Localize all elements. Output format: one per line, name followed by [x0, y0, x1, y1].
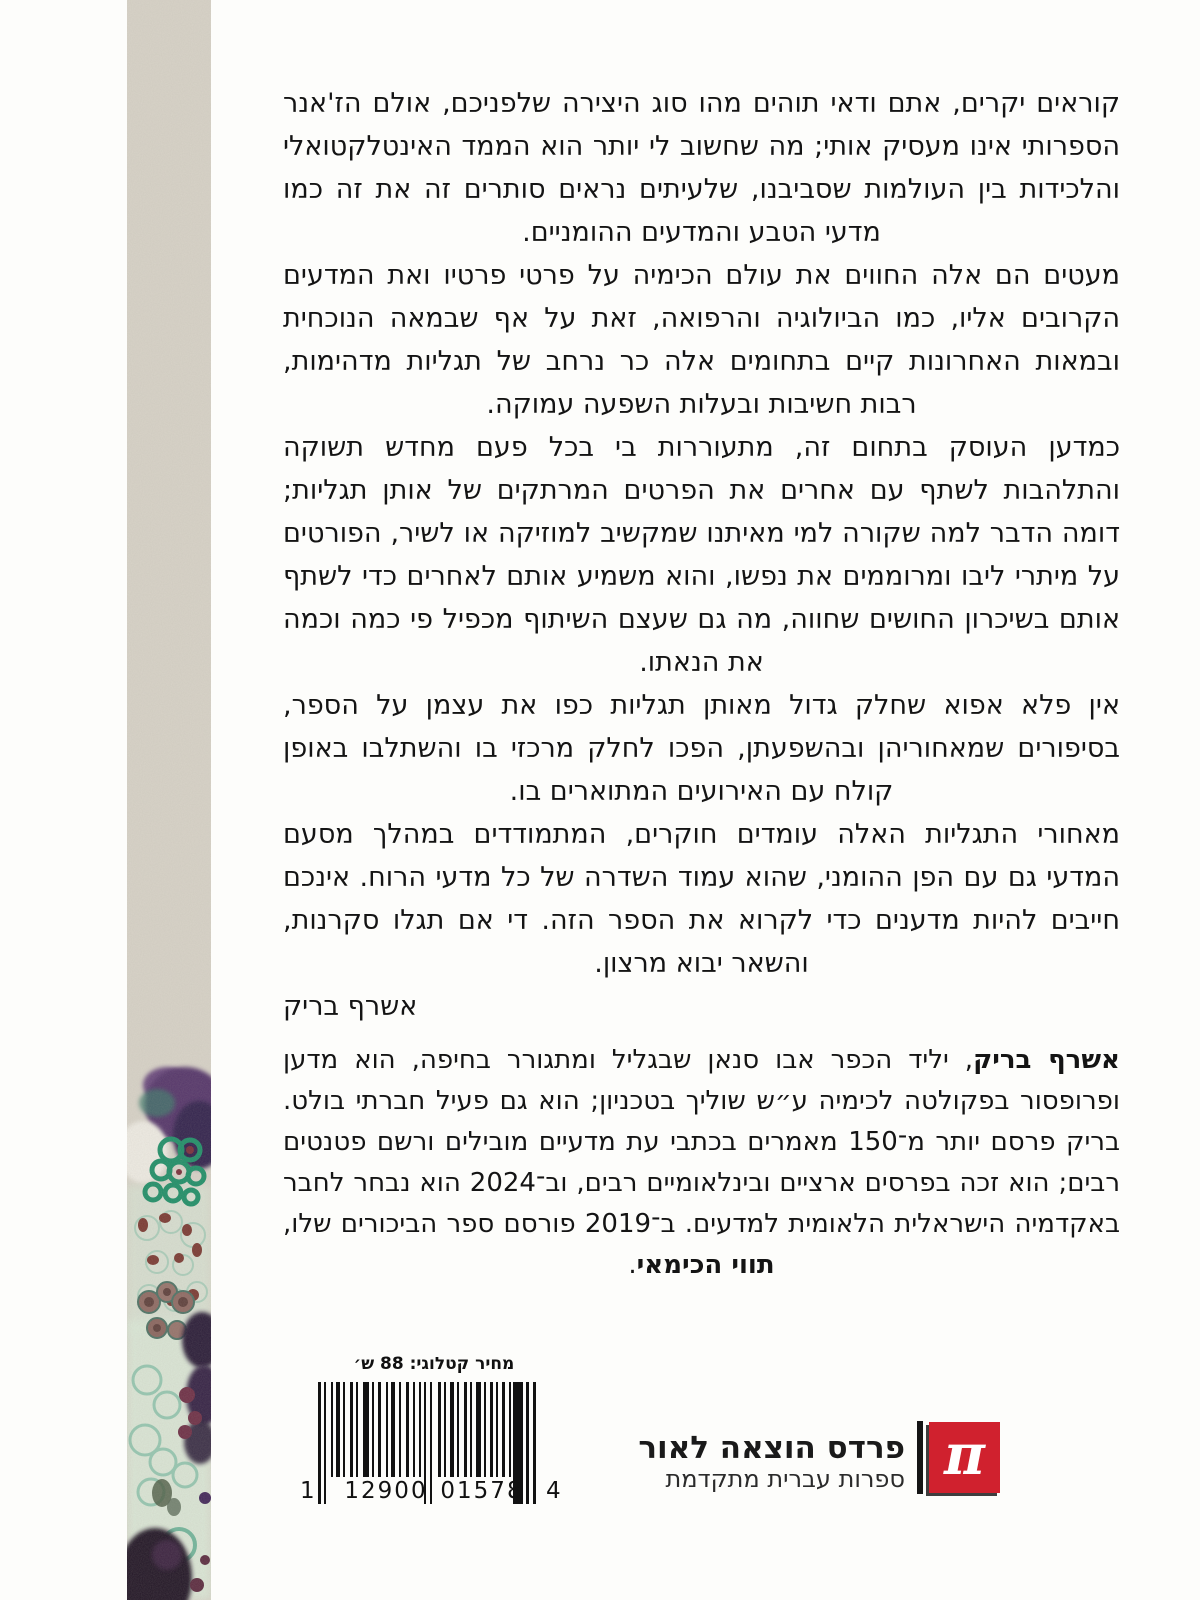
- catalog-price: מחיר קטלוגי: 88 ש׳: [353, 1354, 515, 1374]
- author-bio: [283, 1040, 1120, 1286]
- blurb-paragraph: אין פלא אפוא שחלק גדול מאותן תגליות כפו את עצמן על הספר, בסיפורים שמאחוריהן ובהשפעתן, הפכו לחלק מרכזי בו והשתלבו באופן קולח עם האירועים המתוארים בו.: [283, 690, 1120, 807]
- specimen-strip-image: [127, 0, 211, 1600]
- publisher-name: פרדס הוצאה לאור: [638, 1430, 905, 1466]
- author-name: אשרף בריק: [973, 1045, 1120, 1075]
- barcode-digits-group2: 01578: [440, 1478, 524, 1504]
- blurb-paragraph: מאחורי התגליות האלה עומדים חוקרים, המתמודדים במהלך מסעם המדעי גם עם הפן ההומני, שהוא עמוד השדרה של כל מדעי הרוח. אינכם חייבים להיות מדענים כדי לקרוא את הספר הזה. די אם תגלו סקרנות, והשאר יבוא מרצון.: [283, 819, 1120, 979]
- bio-text: , יליד הכפר אבו סנאן שבגליל ומתגורר בחיפה, הוא מדען ופרופסור בפקולטה לכימיה ע״ש שוליך בטכניון; הוא גם פעיל חברתי בולט. בריק פרסם יותר מ־150 מאמרים בכתבי עת מדעיים מובילים ורשם פטנטים רבים; הוא זכה בפרסים ארציים ובינלאומיים רבים, וב־2024 הוא נבחר לחבר באקדמיה הישראלית הלאומית למדעים. ב־2019 פורסם ספר הביכורים שלו,: [283, 1045, 1120, 1239]
- blurb-paragraph: מעטים הם אלה החווים את עולם הכימיה על פרטי פרטיו ואת המדעים הקרובים אליו, כמו הביולוגיה והרפואה, זאת על אף שבמאה הנוכחית ובמאות האחרונות קיים בתחומים אלה כר נרחב של תגליות מדהימות, רבות חשיבות ובעלות השפעה עמוקה.: [283, 260, 1120, 420]
- author-signature: אשרף בריק: [283, 991, 418, 1022]
- book-title: תווי הכימאי: [636, 1250, 775, 1280]
- pi-icon: π: [944, 1421, 985, 1488]
- logo-divider: [917, 1421, 923, 1494]
- publisher-subtitle: ספרות עברית מתקדמת: [665, 1465, 905, 1493]
- barcode-digit-right: 4: [546, 1478, 561, 1504]
- bio-period: .: [628, 1250, 637, 1280]
- barcode-digits-group1: 12900: [344, 1478, 428, 1504]
- barcode-digit-left: 1: [300, 1478, 315, 1504]
- blurb-paragraph: כמדען העוסק בתחום זה, מתעוררות בי בכל פעם מחדש תשוקה והתלהבות לשתף עם אחרים את הפרטים המרתקים של אותן תגליות; דומה הדבר למה שקורה למי מאיתנו שמקשיב למוזיקה או לשיר, הפורטים על מיתרי ליבו ומרוממים את נפשו, והוא משמיע אותם לאחרים כדי לשתף אותם בשיכרון החושים שחווה, מה גם שעצם השיתוף מכפיל פי כמה וכמה את הנאתו.: [283, 432, 1120, 678]
- back-cover-blurb: [283, 82, 1120, 1028]
- blurb-paragraph: קוראים יקרים, אתם ודאי תוהים מהו סוג היצירה שלפניכם, אולם הז'אנר הספרותי אינו מעסיק אותי; מה שחשוב לי יותר הוא הממד האינטלקטואלי והלכידות בין העולמות שסביבנו, שלעיתים נראים סותרים זה את זה כמו מדעי הטבע והמדעים ההומניים.: [283, 88, 1120, 248]
- micrograph-artwork: [127, 0, 211, 1600]
- publisher-logo: [929, 1422, 1000, 1493]
